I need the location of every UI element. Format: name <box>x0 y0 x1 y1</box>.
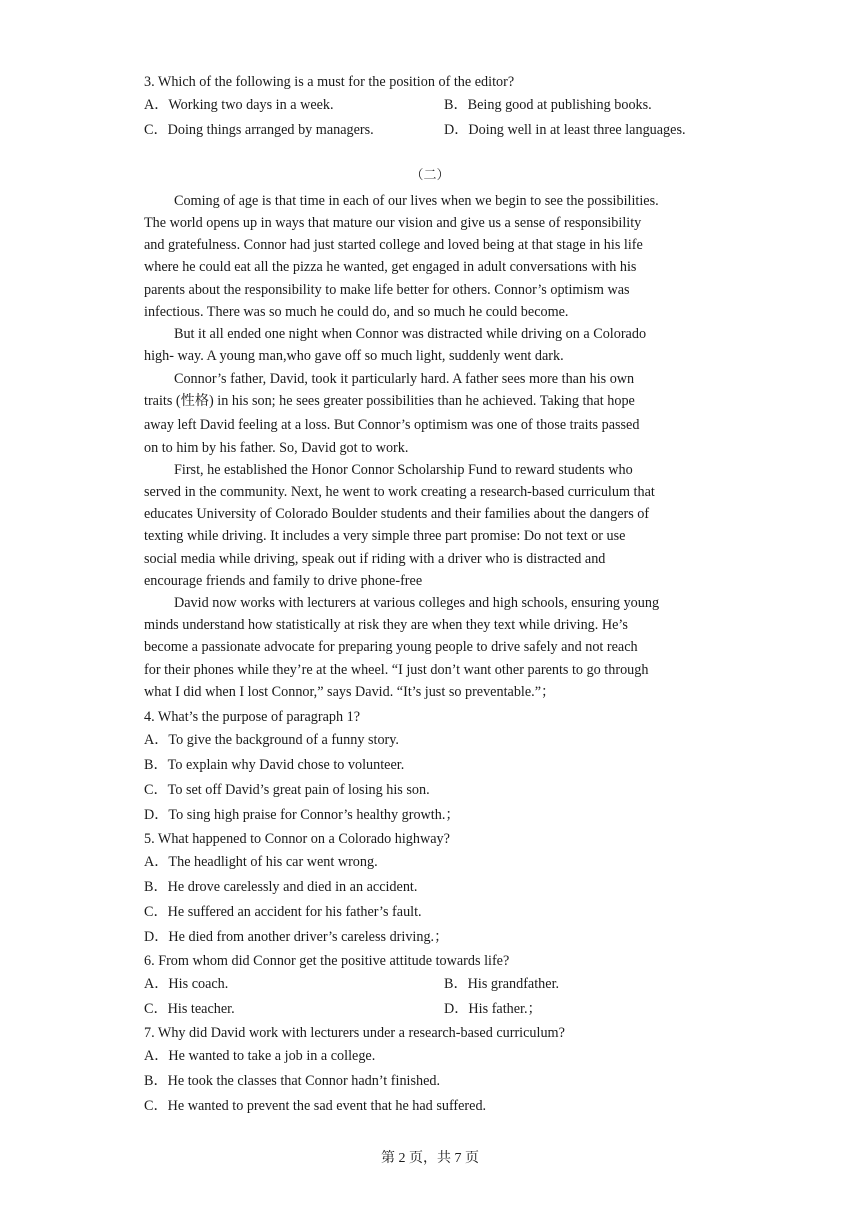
passage-line: educates University of Colorado Boulder students and their families about the dangers of <box>144 506 650 522</box>
passage-line: Connor’s father, David, took it particularly hard. A father sees more than his own <box>174 371 635 387</box>
passage-line: Coming of age is that time in each of our lives when we begin to see the possibilities. <box>174 193 659 209</box>
question-7-option-c: C．He wanted to prevent the sad event that he had suffered. <box>144 1098 487 1114</box>
question-7-stem: 7. Why did David work with lecturers under a research-based curriculum? <box>144 1025 565 1041</box>
passage-line: become a passionate advocate for preparing young people to drive safely and not reach <box>144 639 638 655</box>
question-3-option-c: C．Doing things arranged by managers. <box>144 122 374 138</box>
passage-line: on to him by his father. So, David got to work. <box>144 440 409 456</box>
passage-line: where he could eat all the pizza he wanted, get engaged in adult conversations with his <box>144 259 637 275</box>
question-6-option-a: A．His coach. <box>144 976 229 992</box>
question-3-option-d: D．Doing well in at least three languages. <box>444 122 686 138</box>
passage-line: away left David feeling at a loss. But Connor’s optimism was one of those traits passed <box>144 417 640 433</box>
question-6-option-c: C．His teacher. <box>144 1001 235 1017</box>
question-4-option-a: A．To give the background of a funny story. <box>144 732 399 748</box>
question-3-option-a: A．Working two days in a week. <box>144 97 334 113</box>
question-7-option-b: B．He took the classes that Connor hadn’t finished. <box>144 1073 441 1089</box>
question-6-stem: 6. From whom did Connor get the positive attitude towards life? <box>144 953 510 969</box>
question-6-option-d: D．His father.； <box>444 1001 542 1017</box>
question-6-option-b: B．His grandfather. <box>444 976 560 992</box>
passage-line: served in the community. Next, he went to work creating a research-based curriculum that <box>144 484 655 500</box>
passage-line: traits (性格) in his son; he sees greater possibilities than he achieved. Taking that hope <box>144 393 635 409</box>
question-4-option-b: B．To explain why David chose to volunteer. <box>144 757 405 773</box>
passage-line: high- way. A young man,who gave off so much light, suddenly went dark. <box>144 348 564 364</box>
question-7-option-a: A．He wanted to take a job in a college. <box>144 1048 376 1064</box>
passage-line: infectious. There was so much he could do, and so much he could become. <box>144 304 569 320</box>
question-5-option-c: C．He suffered an accident for his father’s fault. <box>144 904 422 920</box>
question-4-stem: 4. What’s the purpose of paragraph 1? <box>144 709 361 725</box>
question-5-stem: 5. What happened to Connor on a Colorado highway? <box>144 831 450 847</box>
question-3-stem: 3. Which of the following is a must for the position of the editor? <box>144 74 515 90</box>
passage-line: what I did when I lost Connor,” says David. “It’s just so preventable.”； <box>144 684 556 700</box>
passage-line: social media while driving, speak out if riding with a driver who is distracted and <box>144 551 606 567</box>
question-5-option-d: D．He died from another driver’s careless driving.； <box>144 929 449 945</box>
passage-line: encourage friends and family to drive phone-free <box>144 573 423 589</box>
passage-line: for their phones while they’re at the wheel. “I just don’t want other parents to go through <box>144 662 649 678</box>
passage-line: The world opens up in ways that mature our vision and give us a sense of responsibility <box>144 215 642 231</box>
passage-line: and gratefulness. Connor had just started college and loved being at that stage in his life <box>144 237 643 253</box>
passage-line: But it all ended one night when Connor was distracted while driving on a Colorado <box>174 326 647 342</box>
passage-line: David now works with lecturers at various colleges and high schools, ensuring young <box>174 595 660 611</box>
question-5-option-a: A．The headlight of his car went wrong. <box>144 854 378 870</box>
question-4-option-c: C．To set off David’s great pain of losing his son. <box>144 782 430 798</box>
section-title: （二） <box>410 167 450 182</box>
passage-line: minds understand how statistically at risk they are when they text while driving. He’s <box>144 617 628 633</box>
question-5-option-b: B．He drove carelessly and died in an accident. <box>144 879 418 895</box>
page-number-footer: 第 2 页，共 7 页 <box>381 1151 479 1166</box>
passage-line: texting while driving. It includes a very simple three part promise: Do not text or use <box>144 528 626 544</box>
passage-line: parents about the responsibility to make life better for others. Connor’s optimism was <box>144 282 630 298</box>
question-3-option-b: B．Being good at publishing books. <box>444 97 652 113</box>
passage-line: First, he established the Honor Connor Scholarship Fund to reward students who <box>174 462 633 478</box>
question-4-option-d: D．To sing high praise for Connor’s healthy growth.； <box>144 807 460 823</box>
